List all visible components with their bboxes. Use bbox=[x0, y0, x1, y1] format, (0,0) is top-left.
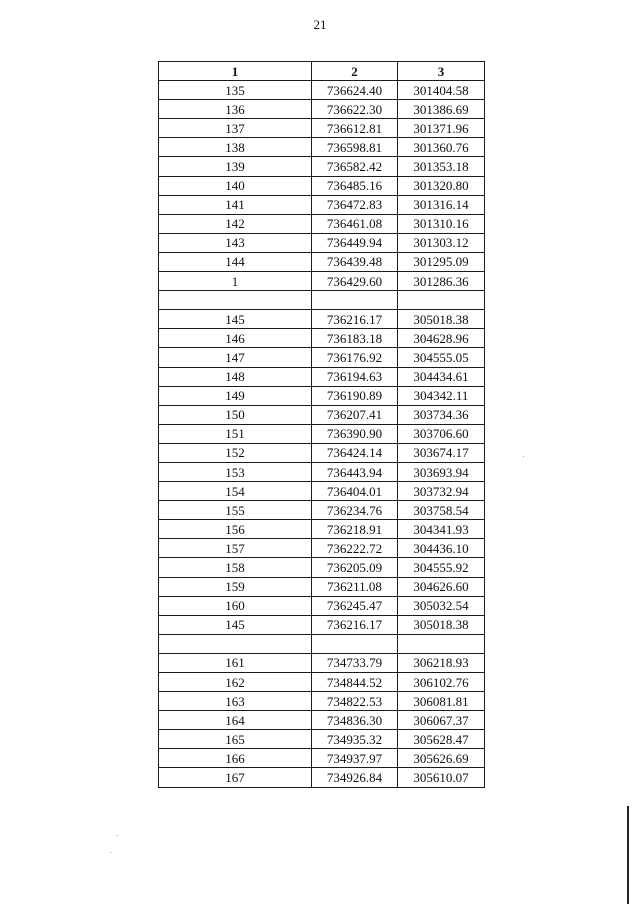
cell-x-coordinate: 736216.17 bbox=[312, 310, 398, 329]
cell-x-coordinate: 736598.81 bbox=[312, 138, 398, 157]
cell-point-number: 167 bbox=[159, 768, 312, 787]
cell-x-coordinate: 736222.72 bbox=[312, 539, 398, 558]
table-row bbox=[159, 233, 485, 252]
cell-y-coordinate: 304628.96 bbox=[398, 329, 485, 348]
cell-x-coordinate: 736205.09 bbox=[312, 558, 398, 577]
cell-point-number bbox=[159, 634, 312, 653]
cell-x-coordinate: 736461.08 bbox=[312, 214, 398, 233]
table-row bbox=[159, 482, 485, 501]
cell-y-coordinate: 306218.93 bbox=[398, 653, 485, 672]
header-x-coordinate: 2 bbox=[312, 62, 398, 81]
cell-x-coordinate: 736216.17 bbox=[312, 615, 398, 634]
cell-y-coordinate: 303706.60 bbox=[398, 424, 485, 443]
table-row bbox=[159, 653, 485, 672]
cell-y-coordinate: 305018.38 bbox=[398, 310, 485, 329]
cell-x-coordinate: 736439.48 bbox=[312, 252, 398, 271]
table-row bbox=[159, 176, 485, 195]
cell-point-number: 151 bbox=[159, 424, 312, 443]
table-row bbox=[159, 615, 485, 634]
cell-point-number: 159 bbox=[159, 577, 312, 596]
cell-y-coordinate: 301360.76 bbox=[398, 138, 485, 157]
table-row bbox=[159, 272, 485, 291]
cell-y-coordinate: 301310.16 bbox=[398, 214, 485, 233]
table-separator-row bbox=[159, 291, 485, 310]
cell-x-coordinate: 736234.76 bbox=[312, 501, 398, 520]
cell-x-coordinate: 734822.53 bbox=[312, 692, 398, 711]
coordinates-table bbox=[158, 61, 485, 788]
table-row bbox=[159, 100, 485, 119]
table-row bbox=[159, 520, 485, 539]
table-row bbox=[159, 329, 485, 348]
cell-point-number: 144 bbox=[159, 252, 312, 271]
cell-y-coordinate: 305018.38 bbox=[398, 615, 485, 634]
cell-point-number: 165 bbox=[159, 730, 312, 749]
cell-y-coordinate: 301303.12 bbox=[398, 233, 485, 252]
cell-x-coordinate: 736624.40 bbox=[312, 81, 398, 100]
cell-y-coordinate: 301316.14 bbox=[398, 195, 485, 214]
cell-point-number: 137 bbox=[159, 119, 312, 138]
cell-point-number: 150 bbox=[159, 405, 312, 424]
cell-x-coordinate: 734926.84 bbox=[312, 768, 398, 787]
cell-point-number: 145 bbox=[159, 615, 312, 634]
cell-x-coordinate: 736449.94 bbox=[312, 233, 398, 252]
table-row bbox=[159, 577, 485, 596]
table-row bbox=[159, 501, 485, 520]
cell-x-coordinate: 736582.42 bbox=[312, 157, 398, 176]
cell-point-number: 146 bbox=[159, 329, 312, 348]
cell-y-coordinate: 303758.54 bbox=[398, 501, 485, 520]
cell-y-coordinate: 303732.94 bbox=[398, 482, 485, 501]
cell-x-coordinate: 736485.16 bbox=[312, 176, 398, 195]
cell-point-number: 142 bbox=[159, 214, 312, 233]
cell-x-coordinate: 736218.91 bbox=[312, 520, 398, 539]
scan-speck bbox=[523, 456, 524, 457]
table-row bbox=[159, 462, 485, 481]
cell-x-coordinate: 736424.14 bbox=[312, 443, 398, 462]
table-row bbox=[159, 138, 485, 157]
cell-point-number: 153 bbox=[159, 462, 312, 481]
scan-speck bbox=[117, 835, 118, 836]
table-row bbox=[159, 195, 485, 214]
cell-y-coordinate: 303674.17 bbox=[398, 443, 485, 462]
cell-x-coordinate: 734935.32 bbox=[312, 730, 398, 749]
cell-y-coordinate: 303693.94 bbox=[398, 462, 485, 481]
cell-x-coordinate: 736190.89 bbox=[312, 386, 398, 405]
cell-y-coordinate: 305610.07 bbox=[398, 768, 485, 787]
cell-point-number: 141 bbox=[159, 195, 312, 214]
table-row bbox=[159, 443, 485, 462]
cell-y-coordinate: 303734.36 bbox=[398, 405, 485, 424]
cell-y-coordinate: 304555.05 bbox=[398, 348, 485, 367]
table-row bbox=[159, 367, 485, 386]
cell-point-number: 158 bbox=[159, 558, 312, 577]
cell-x-coordinate: 734733.79 bbox=[312, 653, 398, 672]
cell-point-number: 140 bbox=[159, 176, 312, 195]
cell-x-coordinate: 736211.08 bbox=[312, 577, 398, 596]
cell-point-number: 136 bbox=[159, 100, 312, 119]
cell-point-number: 154 bbox=[159, 482, 312, 501]
table-row bbox=[159, 310, 485, 329]
cell-x-coordinate: 736443.94 bbox=[312, 462, 398, 481]
cell-x-coordinate: 736194.63 bbox=[312, 367, 398, 386]
cell-point-number: 156 bbox=[159, 520, 312, 539]
cell-y-coordinate: 304436.10 bbox=[398, 539, 485, 558]
cell-point-number: 164 bbox=[159, 711, 312, 730]
cell-point-number: 161 bbox=[159, 653, 312, 672]
cell-point-number: 157 bbox=[159, 539, 312, 558]
table-row bbox=[159, 348, 485, 367]
cell-y-coordinate: 304555.92 bbox=[398, 558, 485, 577]
table-row bbox=[159, 558, 485, 577]
table-row bbox=[159, 386, 485, 405]
cell-y-coordinate: 301404.58 bbox=[398, 81, 485, 100]
cell-point-number: 160 bbox=[159, 596, 312, 615]
table-row bbox=[159, 81, 485, 100]
cell-point-number: 138 bbox=[159, 138, 312, 157]
cell-x-coordinate: 736183.18 bbox=[312, 329, 398, 348]
table-body bbox=[159, 81, 485, 787]
header-y-coordinate: 3 bbox=[398, 62, 485, 81]
table-row bbox=[159, 405, 485, 424]
table-row bbox=[159, 711, 485, 730]
table-row bbox=[159, 424, 485, 443]
cell-point-number: 155 bbox=[159, 501, 312, 520]
cell-x-coordinate: 734836.30 bbox=[312, 711, 398, 730]
cell-y-coordinate: 304434.61 bbox=[398, 367, 485, 386]
cell-x-coordinate bbox=[312, 291, 398, 310]
cell-point-number: 162 bbox=[159, 673, 312, 692]
cell-x-coordinate: 736612.81 bbox=[312, 119, 398, 138]
cell-point-number: 139 bbox=[159, 157, 312, 176]
table-row bbox=[159, 730, 485, 749]
cell-y-coordinate: 304342.11 bbox=[398, 386, 485, 405]
cell-y-coordinate: 305626.69 bbox=[398, 749, 485, 768]
scan-speck bbox=[110, 852, 111, 853]
cell-x-coordinate: 736472.83 bbox=[312, 195, 398, 214]
cell-y-coordinate: 301286.36 bbox=[398, 272, 485, 291]
cell-x-coordinate: 736622.30 bbox=[312, 100, 398, 119]
cell-y-coordinate: 304341.93 bbox=[398, 520, 485, 539]
cell-y-coordinate bbox=[398, 634, 485, 653]
table-row bbox=[159, 157, 485, 176]
table-row bbox=[159, 539, 485, 558]
cell-x-coordinate: 736390.90 bbox=[312, 424, 398, 443]
table-header bbox=[159, 62, 485, 81]
cell-point-number: 163 bbox=[159, 692, 312, 711]
cell-x-coordinate: 736207.41 bbox=[312, 405, 398, 424]
header-row bbox=[159, 62, 485, 81]
table-row bbox=[159, 692, 485, 711]
cell-point-number: 152 bbox=[159, 443, 312, 462]
cell-point-number: 143 bbox=[159, 233, 312, 252]
table-separator-row bbox=[159, 634, 485, 653]
cell-y-coordinate: 301320.80 bbox=[398, 176, 485, 195]
cell-point-number: 1 bbox=[159, 272, 312, 291]
cell-y-coordinate: 301353.18 bbox=[398, 157, 485, 176]
cell-x-coordinate: 734844.52 bbox=[312, 673, 398, 692]
table-row bbox=[159, 673, 485, 692]
cell-point-number: 166 bbox=[159, 749, 312, 768]
header-point-number: 1 bbox=[159, 62, 312, 81]
cell-y-coordinate: 306067.37 bbox=[398, 711, 485, 730]
page-number: 21 bbox=[313, 17, 327, 32]
cell-point-number: 135 bbox=[159, 81, 312, 100]
cell-point-number bbox=[159, 291, 312, 310]
table-row bbox=[159, 119, 485, 138]
table-row bbox=[159, 596, 485, 615]
cell-y-coordinate: 301295.09 bbox=[398, 252, 485, 271]
cell-y-coordinate: 305628.47 bbox=[398, 730, 485, 749]
cell-x-coordinate: 734937.97 bbox=[312, 749, 398, 768]
table-row bbox=[159, 214, 485, 233]
cell-point-number: 148 bbox=[159, 367, 312, 386]
cell-x-coordinate: 736176.92 bbox=[312, 348, 398, 367]
cell-y-coordinate: 306102.76 bbox=[398, 673, 485, 692]
cell-point-number: 149 bbox=[159, 386, 312, 405]
cell-y-coordinate: 306081.81 bbox=[398, 692, 485, 711]
cell-y-coordinate: 301386.69 bbox=[398, 100, 485, 119]
cell-point-number: 147 bbox=[159, 348, 312, 367]
table-row bbox=[159, 749, 485, 768]
table-row bbox=[159, 252, 485, 271]
cell-x-coordinate bbox=[312, 634, 398, 653]
cell-y-coordinate: 304626.60 bbox=[398, 577, 485, 596]
cell-x-coordinate: 736429.60 bbox=[312, 272, 398, 291]
cell-y-coordinate: 305032.54 bbox=[398, 596, 485, 615]
cell-y-coordinate bbox=[398, 291, 485, 310]
cell-x-coordinate: 736404.01 bbox=[312, 482, 398, 501]
cell-point-number: 145 bbox=[159, 310, 312, 329]
cell-x-coordinate: 736245.47 bbox=[312, 596, 398, 615]
scan-edge-mark bbox=[627, 806, 629, 904]
table-row bbox=[159, 768, 485, 787]
cell-y-coordinate: 301371.96 bbox=[398, 119, 485, 138]
